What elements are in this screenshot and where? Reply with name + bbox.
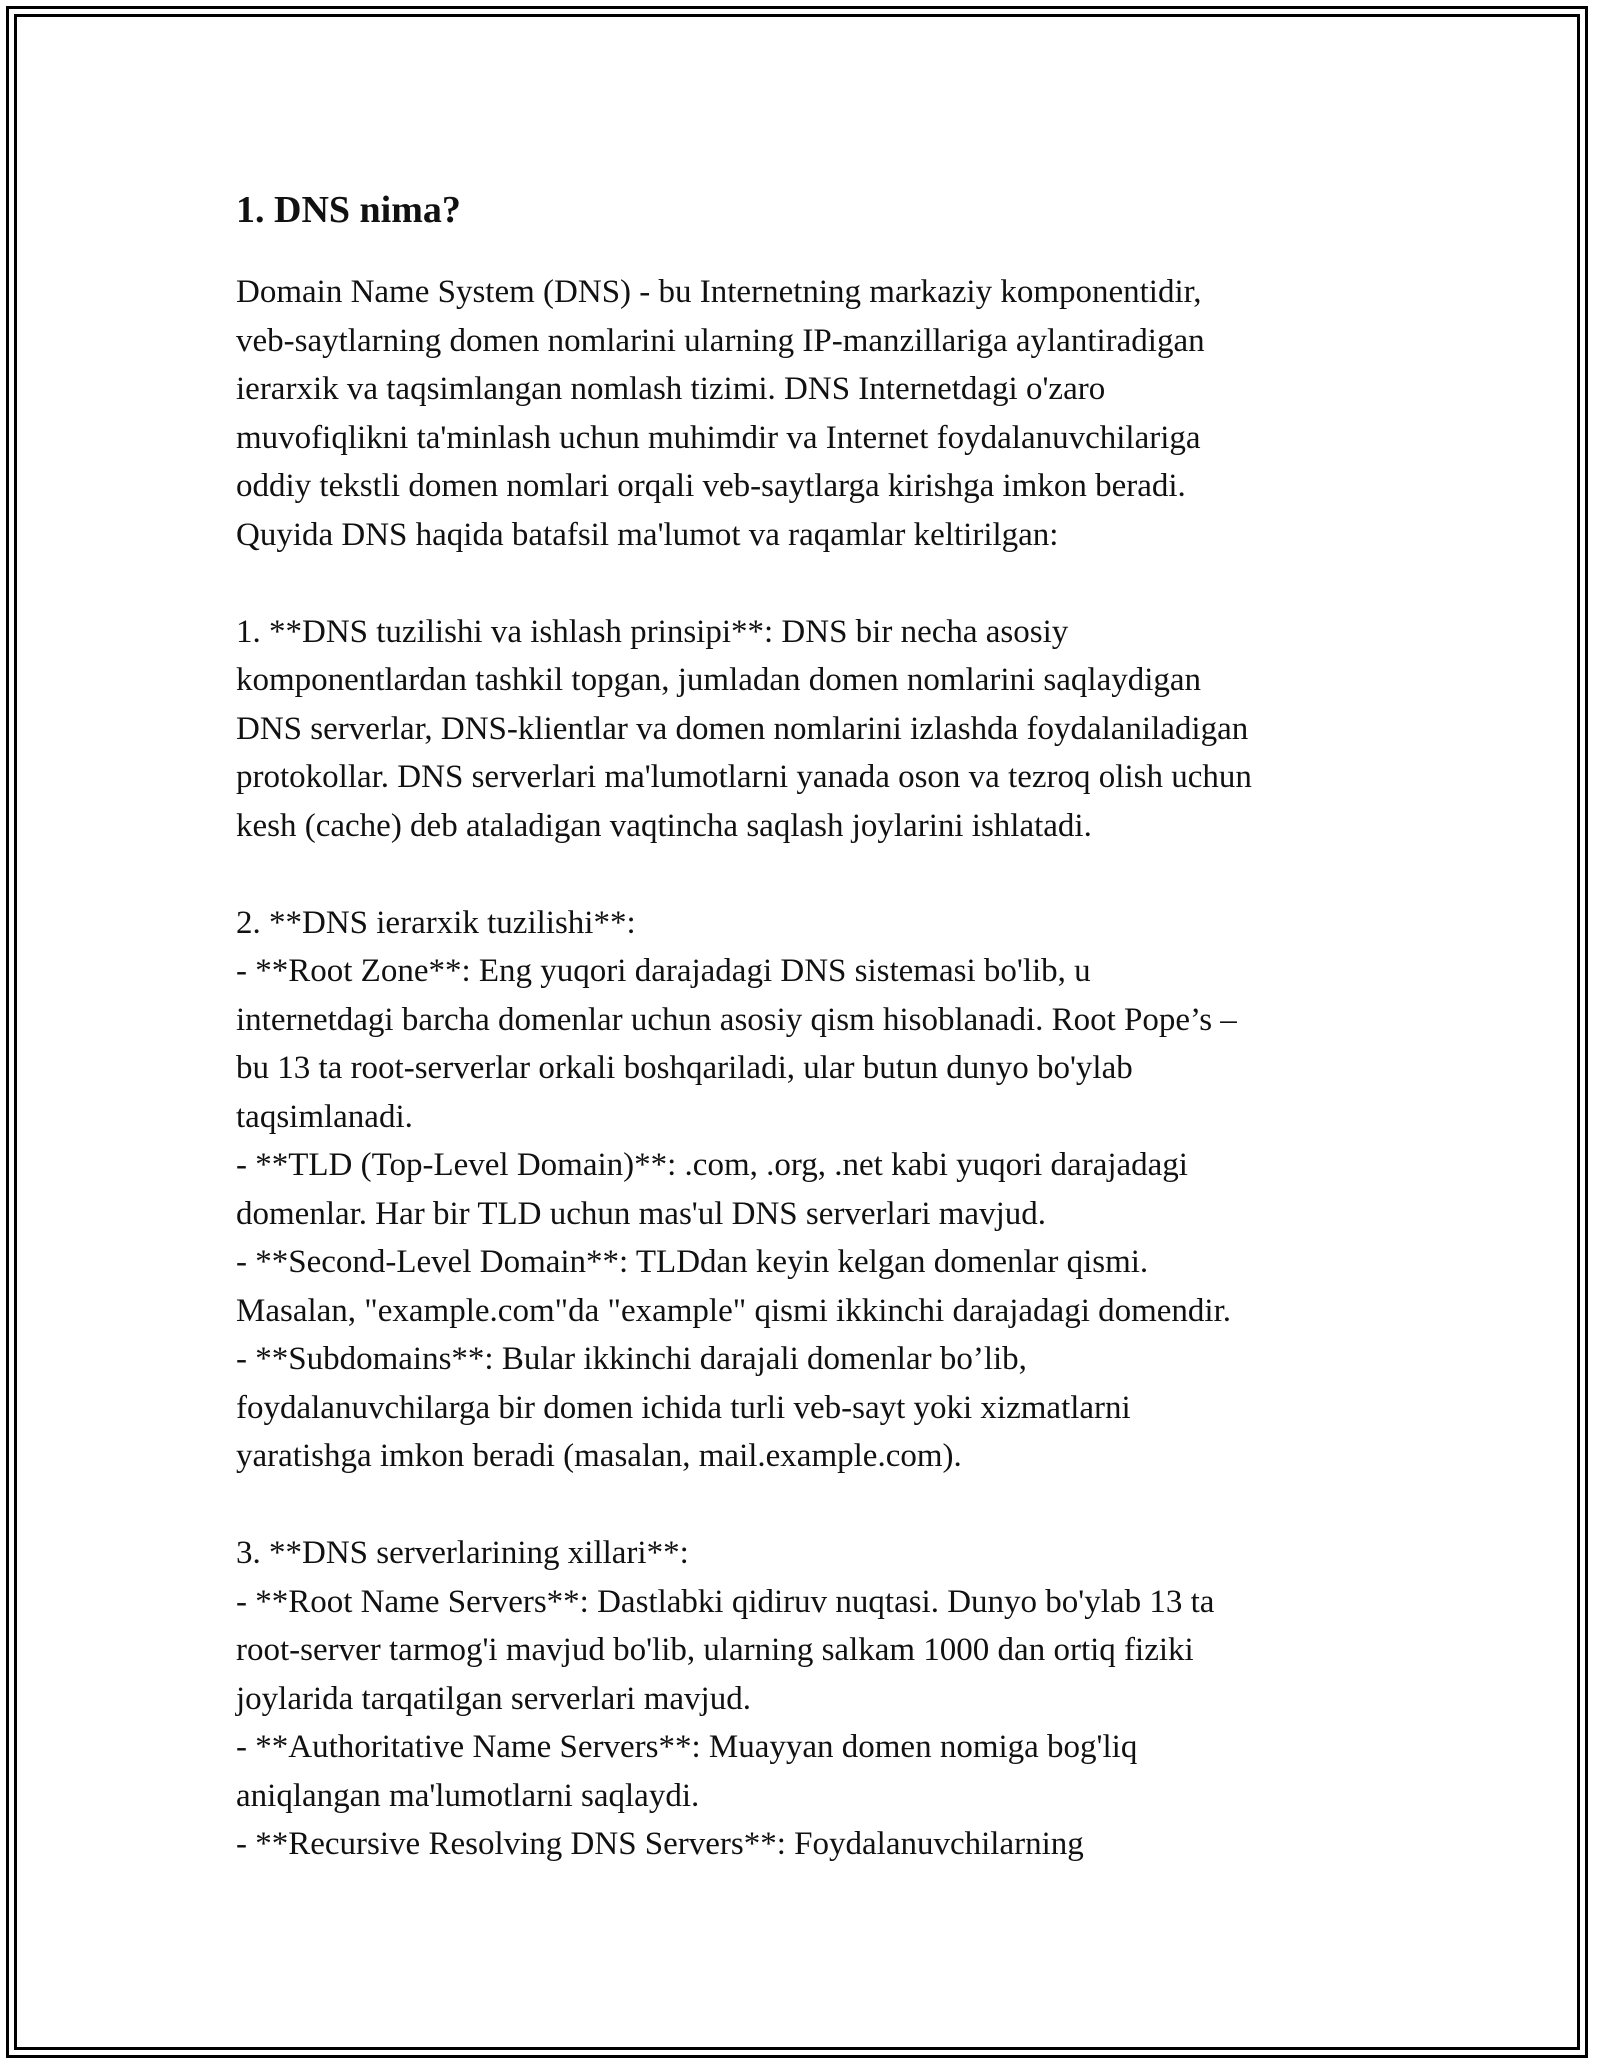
paragraph-spacer — [236, 850, 1366, 899]
paragraph-spacer — [236, 559, 1366, 608]
section-heading: 1. DNS nima? — [236, 189, 461, 231]
paragraph-spacer — [236, 1481, 1366, 1530]
dns-hierarchy-paragraph: 2. **DNS ierarxik tuzilishi**: - **Root Zone**: Eng yuqori darajadagi DNS sistemasi bo'lib, u internetdagi barcha domenlar uchun asosiy qism hisoblanadi. Root Pope’s – bu 13 ta root-serverlar orkali boshqariladi, ular butun dunyo bo'ylab taqsimlanadi. - **TLD (Top-Level Domain)**: .com, .org, .net kabi yuqori darajadagi domenlar. Har bir TLD uchun mas'ul DNS serverlari mavjud. - **Second-Level Domain**: TLDdan keyin kelgan domenlar qismi. Masalan, "example.com"da "example" qismi ikkinchi darajadagi domendir. - **Subdomains**: Bular ikkinchi darajali domenlar bo’lib, foydalanuvchilarga bir domen ichida turli veb-sayt yoki xizmatlarni yaratishga imkon beradi (masalan, mail.example.com). — [236, 904, 1237, 1474]
intro-paragraph: Domain Name System (DNS) - bu Internetning markaziy komponentidir, veb-saytlarning domen nomlarini ularning IP-manzillariga aylantiradigan ierarxik va taqsimlangan nomlash tizimi. DNS Internetdagi o'zaro muvofiqlikni ta'minlash uchun muhimdir va Internet foydalanuvchilariga oddiy tekstli domen nomlari orqali veb-saytlarga kirishga imkon beradi. Quyida DNS haqida batafsil ma'lumot va raqamlar keltirilgan: — [236, 274, 1205, 553]
dns-structure-paragraph: 1. **DNS tuzilishi va ishlash prinsipi**: DNS bir necha asosiy komponentlardan tashkil topgan, jumladan domen nomlarini saqlaydigan DNS serverlar, DNS-klientlar va domen nomlarini izlashda foydalaniladigan protokollar. DNS serverlari ma'lumotlarni yanada oson va tezroq olish uchun kesh (cache) deb ataladigan vaqtincha saqlash joylarini ishlatadi. — [236, 613, 1252, 844]
dns-server-types-paragraph: 3. **DNS serverlarining xillari**: - **Root Name Servers**: Dastlabki qidiruv nuqtasi. Dunyo bo'ylab 13 ta root-server tarmog'i mavjud bo'lib, ularning salkam 1000 dan ortiq fiziki joylarida tarqatilgan serverlari mavjud. - **Authoritative Name Servers**: Muayyan domen nomiga bog'liq aniqlangan ma'lumotlarni saqlaydi. - **Recursive Resolving DNS Servers**: Foydalanuvchilarning — [236, 1535, 1215, 1862]
document-body — [236, 186, 1366, 1869]
